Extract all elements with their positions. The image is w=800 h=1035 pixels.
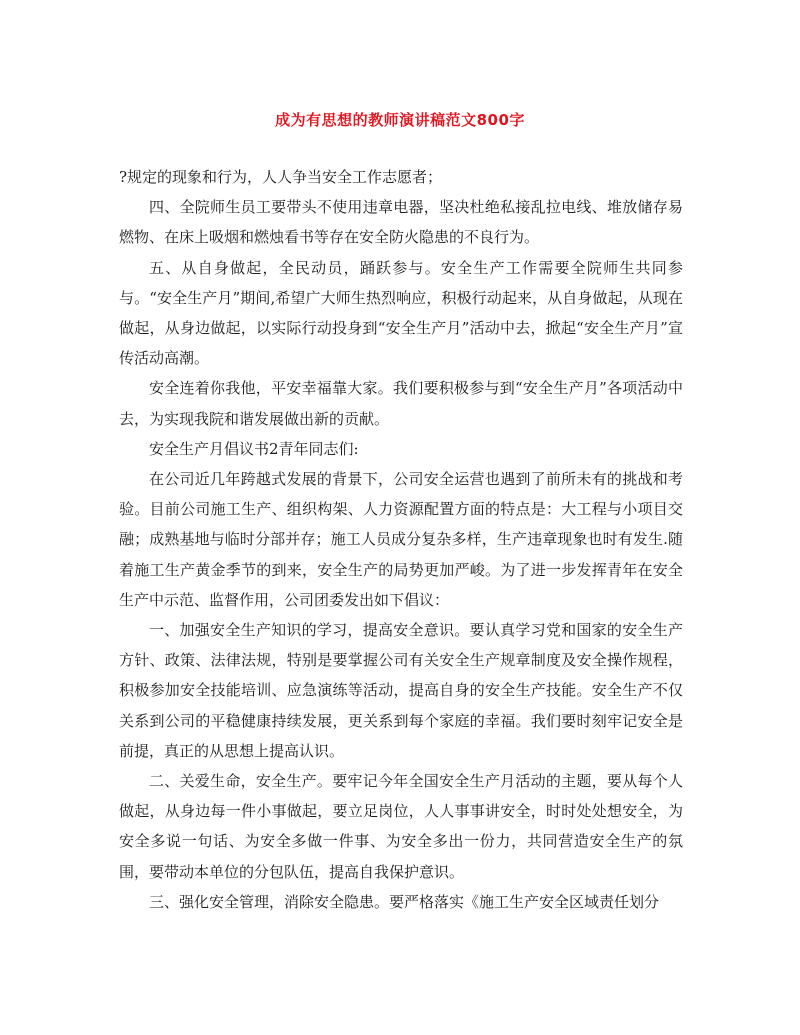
paragraph: 一、加强安全生产知识的学习，提高安全意识。要认真学习党和国家的安全生产方针、政策、法律法规，特别是要掌握公司有关安全生产规章制度及安全操作规程，积极参加安全技能培训、应急演练等活动，提高自身的安全生产技能。安全生产不仅关系到公司的平稳健康持续发展，更关系到每个家庭的幸福。我们要时刻牢记安全是前提，真正的从思想上提高认识。 <box>119 621 683 760</box>
document-title: 成为有思想的教师演讲稿范文800字 <box>275 111 525 129</box>
paragraph: 安全连着你我他，平安幸福靠大家。我们要积极参与到“安全生产月”各项活动中去，为实现我院和谐发展做出新的贡献。 <box>119 379 683 428</box>
paragraph: 三、强化安全管理，消除安全隐患。要严格落实《施工生产安全区域责任划分 <box>149 892 660 911</box>
paragraph-continuation: ?规定的现象和行为，人人争当安全工作志愿者； <box>119 168 443 186</box>
paragraph: 五、从自身做起，全民动员，踊跃参与。安全生产工作需要全院师生共同参与。“安全生产月”期间,希望广大师生热烈响应，积极行动起来，从自身做起，从现在做起，从身边做起，以实际行动投身到“安全生产月”活动中去，掀起“安全生产月”宣传活动高潮。 <box>119 258 683 368</box>
paragraph: 安全生产月倡议书2青年同志们: <box>149 439 359 458</box>
paragraph: 在公司近几年跨越式发展的背景下，公司安全运营也遇到了前所未有的挑战和考验。目前公司施工生产、组织构架、人力资源配置方面的特点是：大工程与小项目交融；成熟基地与临时分部并存；施工人员成分复杂多样，生产违章现象也时有发生.随着施工生产黄金季节的到来，安全生产的局势更加严峻。为了进一步发挥青年在安全生产中示范、监督作用，公司团委发出如下倡议： <box>119 470 683 609</box>
document-body <box>119 162 683 917</box>
paragraph: 四、全院师生员工要带头不使用违章电器，坚决杜绝私接乱拉电线、堆放储存易燃物、在床上吸烟和燃烛看书等存在安全防火隐患的不良行为。 <box>119 198 683 247</box>
paragraph: 二、关爱生命，安全生产。要牢记今年全国安全生产月活动的主题，要从每个人做起，从身边每一件小事做起，要立足岗位，人人事事讲安全，时时处处想安全，为安全多说一句话、为安全多做一件事、为安全多出一份力，共同营造安全生产的氛围，要带动本单位的分包队伍，提高自我保护意识。 <box>119 772 683 881</box>
